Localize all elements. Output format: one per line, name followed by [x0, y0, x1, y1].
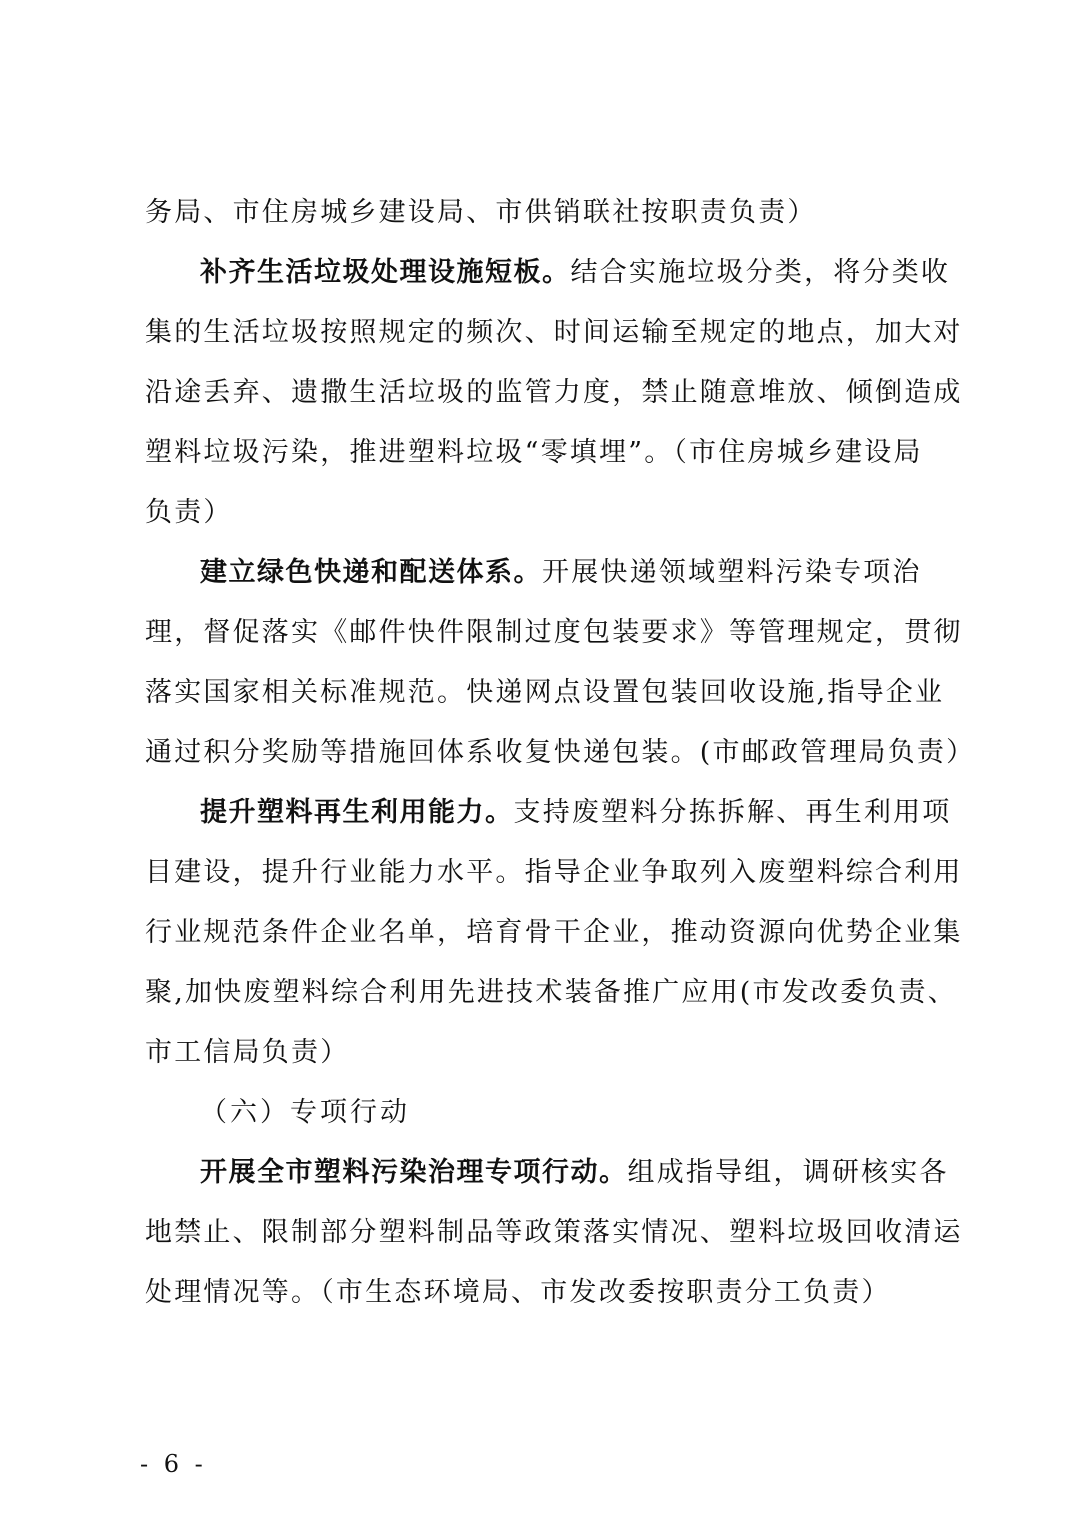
paragraph-lead-line	[200, 253, 951, 293]
text-line: 处理情况等。（市生态环境局、市发改委按职责分工负责）	[145, 1277, 891, 1308]
text-line: 市工信局负责）	[145, 1037, 350, 1068]
text-line: 塑料垃圾污染，推进塑料垃圾“零填埋”。（市住房城乡建设局	[145, 437, 923, 468]
paragraph-heading: 补齐生活垃圾处理设施短板。	[200, 257, 571, 288]
paragraph-lead-line	[200, 1153, 949, 1193]
page-number: - 6 -	[140, 1450, 207, 1478]
text-line: 负责）	[145, 497, 233, 528]
paragraph-heading: 建立绿色快递和配送体系。	[200, 557, 542, 588]
text-line: 沿途丢弃、遗撒生活垃圾的监管力度，禁止随意堆放、倾倒造成	[145, 377, 963, 408]
paragraph-heading: 开展全市塑料污染治理专项行动。	[200, 1157, 628, 1188]
text-span: 支持废塑料分拣拆解、再生利用项	[513, 797, 952, 828]
text-line: 理，督促落实《邮件快件限制过度包装要求》等管理规定，贯彻	[145, 617, 963, 648]
text-line: 聚,加快废塑料综合利用先进技术装备推广应用(市发改委负责、	[145, 977, 957, 1008]
section-heading: （六）专项行动	[200, 1097, 410, 1128]
text-line: 落实国家相关标准规范。快递网点设置包装回收设施,指导企业	[145, 677, 945, 708]
text-span: 结合实施垃圾分类，将分类收	[570, 257, 951, 288]
text-line: 通过积分奖励等措施回体系收复快递包装。(市邮政管理局负责）	[145, 737, 976, 768]
text-line: 目建设，提升行业能力水平。指导企业争取列入废塑料综合利用	[145, 857, 963, 888]
text-line: 集的生活垃圾按照规定的频次、时间运输至规定的地点，加大对	[145, 317, 963, 348]
paragraph-lead-line	[200, 553, 945, 593]
text-line: 地禁止、限制部分塑料制品等政策落实情况、塑料垃圾回收清运	[145, 1217, 963, 1248]
text-line: 行业规范条件企业名单，培育骨干企业，推动资源向优势企业集	[145, 917, 963, 948]
paragraph-lead-line	[200, 793, 952, 833]
text-line: 务局、市住房城乡建设局、市供销联社按职责负责）	[145, 197, 817, 228]
paragraph-heading: 提升塑料再生利用能力。	[200, 797, 514, 828]
text-span: 组成指导组，调研核实各	[627, 1157, 949, 1188]
text-span: 开展快递领域塑料污染专项治	[542, 557, 922, 588]
